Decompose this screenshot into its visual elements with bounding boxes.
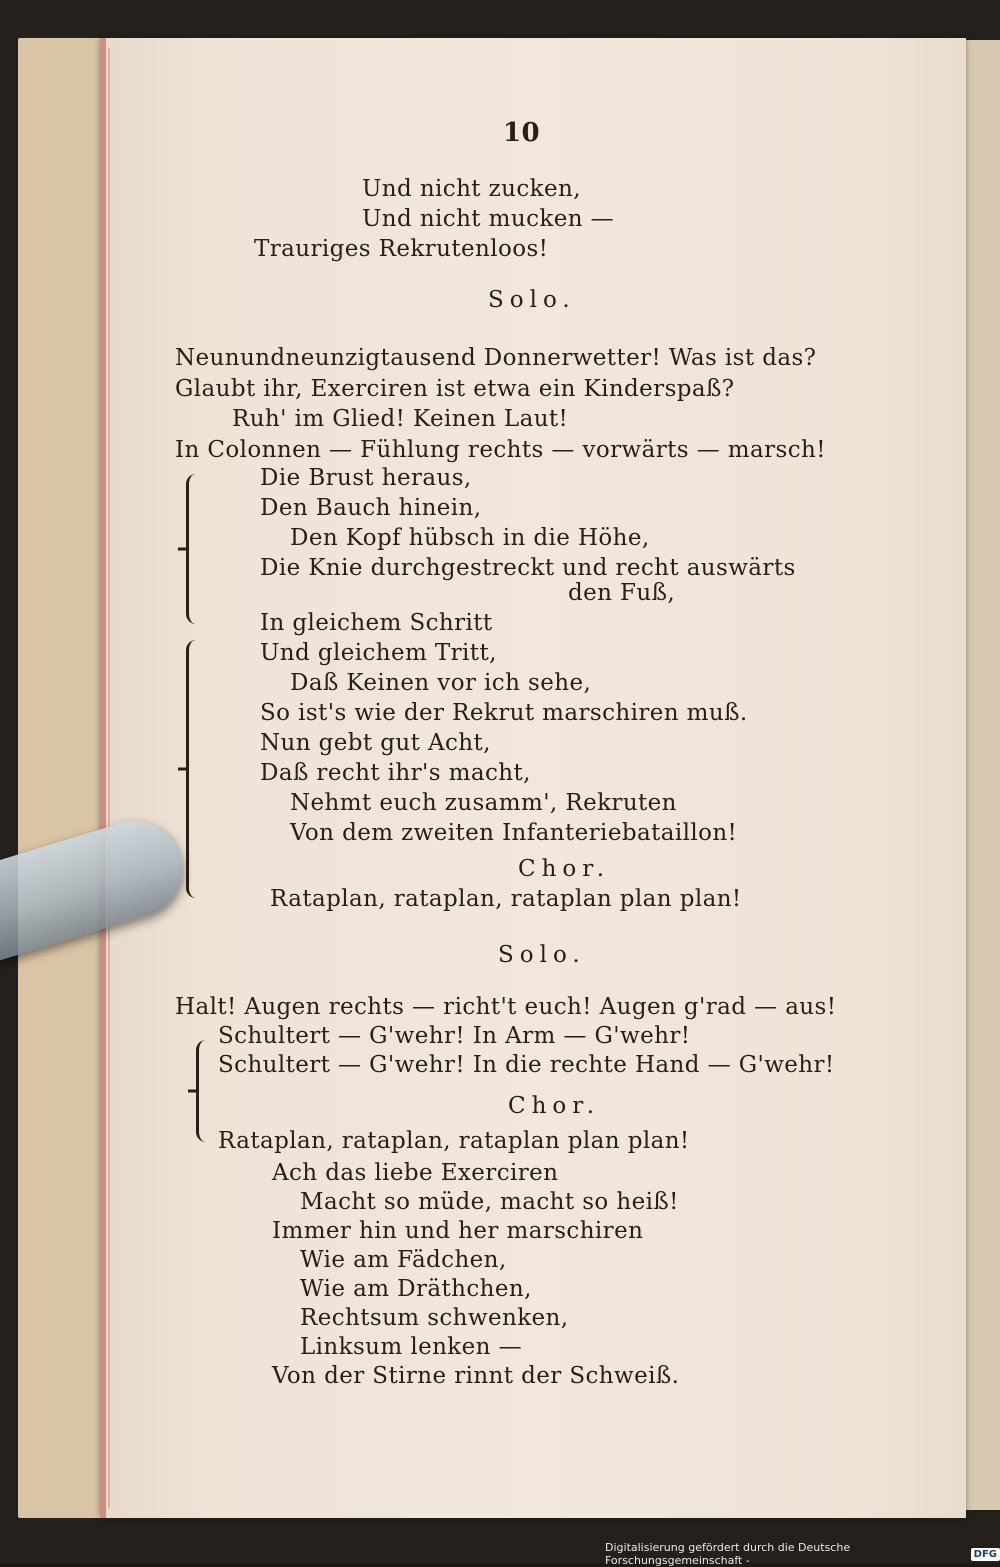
text-line: Wie am Dräthchen,: [300, 1276, 532, 1302]
page-number: 10: [503, 118, 540, 148]
text-line: Macht so müde, macht so heiß!: [300, 1189, 679, 1215]
text-line: Immer hin und her marschiren: [272, 1218, 644, 1244]
text-line: Linksum lenken —: [300, 1334, 522, 1360]
text-line: Und nicht zucken,: [362, 176, 581, 202]
text-line: Den Kopf hübsch in die Höhe,: [290, 525, 650, 551]
section-heading: Solo.: [488, 287, 576, 313]
text-line: Die Knie durchgestreckt und recht auswärts: [260, 555, 796, 581]
text-line: Und nicht mucken —: [362, 206, 615, 232]
text-line: Wie am Fädchen,: [300, 1247, 507, 1273]
text-line: Schultert — G'wehr! In Arm — G'wehr!: [218, 1023, 691, 1049]
text-line: Von dem zweiten Infanteriebataillon!: [290, 820, 738, 846]
text-line: Glaubt ihr, Exerciren ist etwa ein Kinderspaß?: [175, 376, 735, 402]
text-line: Schultert — G'wehr! In die rechte Hand — G'wehr!: [218, 1052, 835, 1078]
bracket: [196, 1040, 213, 1142]
text-line: Rechtsum schwenken,: [300, 1305, 569, 1331]
section-heading: Chor.: [518, 856, 611, 882]
text-line: Rataplan, rataplan, rataplan plan plan!: [218, 1128, 690, 1154]
section-heading: Solo.: [498, 942, 586, 968]
text-line: Nun gebt gut Acht,: [260, 730, 491, 756]
text-line: Trauriges Rekrutenloos!: [254, 236, 549, 262]
credit-text: Digitalisierung gefördert durch die Deutsche Forschungsgemeinschaft -: [605, 1541, 851, 1567]
text-line: Nehmt euch zusamm', Rekruten: [290, 790, 677, 816]
bracket: [186, 474, 203, 624]
text-line: In gleichem Schritt: [260, 610, 493, 636]
text-line: Von der Stirne rinnt der Schweiß.: [272, 1363, 680, 1389]
text-line: Und gleichem Tritt,: [260, 640, 497, 666]
section-heading: Chor.: [508, 1093, 601, 1119]
text-line: Neunundneunzigtausend Donnerwetter! Was ist das?: [175, 345, 817, 371]
text-line: Halt! Augen rechts — richt't euch! Augen g'rad — aus!: [175, 994, 837, 1020]
text-line: Den Bauch hinein,: [260, 495, 482, 521]
text-line: So ist's wie der Rekrut marschiren muß.: [260, 700, 748, 726]
text-line: Ruh' im Glied! Keinen Laut!: [232, 406, 569, 432]
digitization-credit: [605, 1541, 1000, 1567]
bracket: [186, 640, 203, 898]
text-line: Ach das liebe Exerciren: [272, 1160, 559, 1186]
page-stack-edge: [108, 48, 126, 1508]
text-line: Daß Keinen vor ich sehe,: [290, 670, 592, 696]
dfg-logo: DFG: [971, 1548, 1000, 1561]
text-line: den Fuß,: [568, 580, 676, 606]
text-line: In Colonnen — Fühlung rechts — vorwärts — marsch!: [175, 437, 826, 463]
text-line: Rataplan, rataplan, rataplan plan plan!: [270, 886, 742, 912]
text-line: Daß recht ihr's macht,: [260, 760, 531, 786]
text-line: Die Brust heraus,: [260, 465, 472, 491]
